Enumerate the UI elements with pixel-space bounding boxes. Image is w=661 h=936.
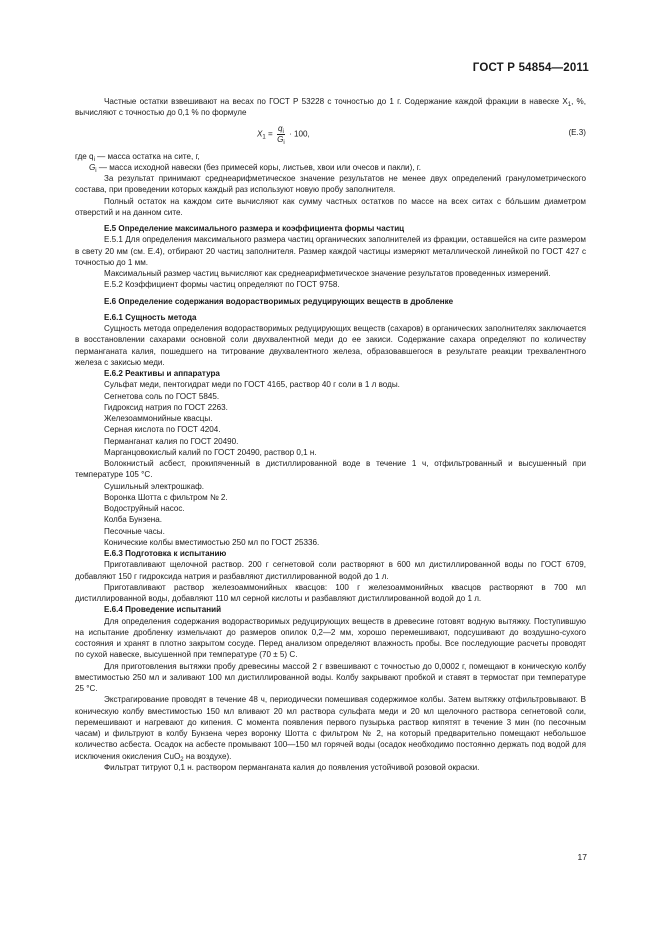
reagent-item: Железоаммонийные квасцы. <box>104 414 213 423</box>
section-e6-4-title: Е.6.4 Проведение испытаний <box>104 605 222 615</box>
reagent-item: Гидроксид натрия по ГОСТ 2263. <box>104 402 228 412</box>
section-e5-title: Е.5 Определение максимального размера и коэффициента формы частиц <box>104 224 405 233</box>
text-fragment: на воздухе). <box>183 751 232 761</box>
reagent-item: Сульфат меди, пентогидрат меди по ГОСТ 4165, раствор 40 г соли в 1 л воды. <box>104 380 400 390</box>
equipment-item: Песочные часы. <box>104 526 165 536</box>
paragraph-e5-1-b: Максимальный размер частиц вычисляют как среднеарифметическое значение результатов проведенных измерений. <box>104 269 551 278</box>
fraction-denominator <box>277 135 285 145</box>
section-e6-3-title: Е.6.3 Подготовка к испытанию <box>104 549 227 558</box>
formula-number: (Е.3) <box>568 127 586 137</box>
denominator-sub: i <box>283 139 285 146</box>
reagent-item: Сегнетова соль по ГОСТ 5845. <box>104 391 220 401</box>
paragraph-e6-4-b: Для приготовления вытяжки пробу древесины массой 2 г взвешивают с точностью до 0,0002 г, помещают в коническую колбу вместимостью 250 мл и заливают 100 мл дистиллированной воды. Колбу закрывают пробкой и ставят в термостат при температуре 25 °С. <box>75 661 586 693</box>
where-text: — масса исходной навески (без примесей коры, листьев, хвои или очесов и пакли), г. <box>96 162 421 172</box>
paragraph-asbestos: Волокнистый асбест, прокипяченный в дистиллированной воде в течение 1 ч, отфильтрованный и высушенный при температуре 105 °С. <box>75 459 586 480</box>
formula-equals: = <box>265 129 275 139</box>
paragraph-partial-residues <box>75 96 586 119</box>
paragraph-result: За результат принимают среднеарифметическое значение результатов не менее двух определений гранулометрического состава, при проведении которых каждый раз используют новую пробу заполнителя. <box>75 174 586 195</box>
text-fragment: , %, вычисляют с точностью до 0,1 % по формуле <box>75 97 586 118</box>
document-header-code: ГОСТ Р 54854—2011 <box>472 62 589 74</box>
where-line-1 <box>75 151 586 162</box>
subscript: 1 <box>567 102 572 108</box>
section-e6-title: Е.6 Определение содержания водорастворимых редуцирующих веществ в дробленке <box>104 296 454 306</box>
denominator-symbol: G <box>277 134 284 144</box>
subscript: i <box>93 156 95 163</box>
section-e6-1-title: Е.6.1 Сущность метода <box>104 312 197 322</box>
formula-e3 <box>75 121 586 149</box>
reagent-item: Марганцовокислый калий по ГОСТ 20490, раствор 0,1 н. <box>104 447 317 457</box>
subscript: 2 <box>180 756 184 763</box>
equipment-item: Водоструйный насос. <box>104 504 185 513</box>
subscript: i <box>95 167 97 174</box>
where-prefix: где q <box>75 151 94 161</box>
paragraph-e5-2: Е.5.2 Коэффициент формы частиц определяют по ГОСТ 9758. <box>104 280 340 290</box>
formula-expression <box>257 124 310 145</box>
where-symbol: G <box>89 162 96 172</box>
equipment-item: Колба Бунзена. <box>104 515 162 525</box>
paragraph-e6-3-a: Приготавливают щелочной раствор. 200 г сегнетовой соли растворяют в 600 мл дистиллированной воды по ГОСТ 6709, добавляют 150 г гидроксида натрия и разбавляют дистиллированной водой до 1 л. <box>75 560 586 581</box>
fraction-numerator <box>277 124 285 135</box>
paragraph-full-residue: Полный остаток на каждом сите вычисляют как сумму частных остатков по массе на всех ситах с бóльшим диаметром отверстий и на данном сите. <box>75 196 586 217</box>
numerator-symbol: q <box>277 123 283 133</box>
reagent-item: Перманганат калия по ГОСТ 20490. <box>104 436 239 446</box>
equipment-item: Сушильный электрошкаф. <box>104 481 205 491</box>
numerator-sub: i <box>282 128 284 135</box>
formula-fraction <box>277 124 285 145</box>
where-text: — масса остатка на сите, г, <box>94 151 200 161</box>
equipment-item: Конические колбы вместимостью 250 мл по ГОСТ 25336. <box>104 537 320 547</box>
reagent-item: Серная кислота по ГОСТ 4204. <box>104 425 221 435</box>
section-e6-2-title: Е.6.2 Реактивы и аппаратура <box>104 369 220 378</box>
paragraph-e6-3-b: Приготавливают раствор железоаммонийных квасцов: 100 г железоаммонийных квасцов растворяют в 700 мл дистиллированной воды, добавляют 110 мл серной кислоты и разбавляют дистиллированной водой до 1 л. <box>75 582 586 603</box>
paragraph-e6-4-d: Фильтрат титруют 0,1 н. раствором перманганата калия до появления устойчивой розовой окраски. <box>104 762 480 772</box>
paragraph-e5-1: Е.5.1 Для определения максимального размера частиц органических заполнителей из фракции, оставшейся на сите размером в свету 20 мм (см. Е.4), отбирают 20 частиц заполнителя. Размер каждой частицы измеряют металлической линейкой по ГОСТ 427 с точностью до 1 мм. <box>75 235 586 267</box>
equipment-item: Воронка Шотта с фильтром № 2. <box>104 492 228 502</box>
page-content <box>75 96 586 773</box>
formula-lhs: X <box>257 129 263 139</box>
paragraph-e6-1: Сущность метода определения водорастворимых редуцирующих веществ (сахаров) в органических заполнителях заключается в восстановлении сахарами основной соли двухвалентной меди до ее закиси. Содержание сахара определяют по количеству перманганата калия, пошедшего на титрование двухвалентного железа, образовавшегося в результате реакции трехвалентного железа с закисью меди. <box>75 324 586 367</box>
text-fragment: Экстрагирование проводят в течение 48 ч, периодически помешивая содержимое колбы. Затем вытяжку отфильтровывают. В коническую колбу вместимостью 150 мл вливают 20 мл раствора сульфата меди и 20 мл щелочного раствора сегнетовой соли, перемешивают и нагревают до кипения. С момента появления первого пузырька раствор кипятят в течение 3 мин (по песочным часам) и фильтруют в колбу Бунзена через воронку Шотта с фильтром № 2, на который предварительно помещают небольшое количество асбеста. Осадок на асбесте промывают 100—150 мл горячей воды (осадок необходимо постоянно держать под водой для исключения окисления CuO <box>75 695 586 761</box>
paragraph-e6-4-a: Для определения содержания водорастворимых редуцирующих веществ в древесине готовят водную вытяжку. Поступившую на испытание дробленку измельчают до размеров опилок 0,2—2 мм, хорошо перемешивают, подсушивают до воздушно-сухого состояния и хранят в плотно закрытом сосуде. Перед анализом определяют влажность пробы. Все последующие расчеты проводят по сухой навеске, высушенной при температуре (70 ± 5) С. <box>75 616 586 660</box>
where-line-2 <box>75 162 586 173</box>
page-number: 17 <box>577 852 587 862</box>
formula-tail: · 100, <box>286 129 310 139</box>
paragraph-e6-4-c <box>75 694 586 762</box>
text-fragment: Частные остатки взвешивают на весах по ГОСТ Р 53228 с точностью до 1 г. Содержание каждой фракции в навеске X <box>104 97 568 106</box>
formula-lhs-sub: 1 <box>262 134 266 141</box>
